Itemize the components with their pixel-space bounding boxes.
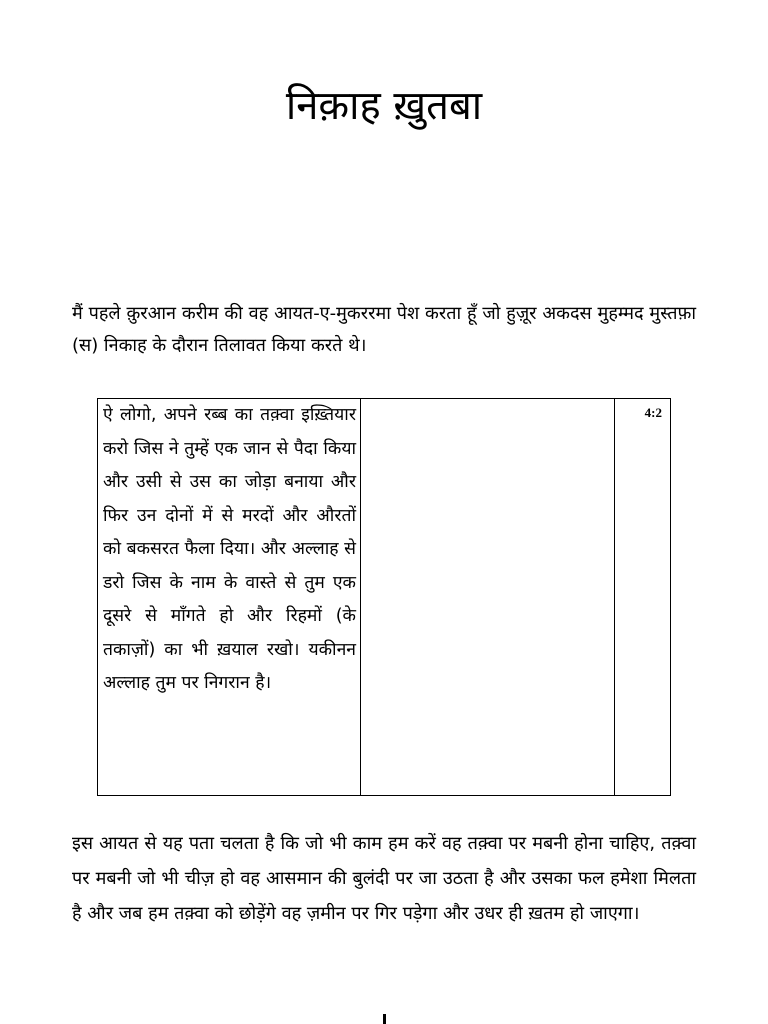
page-mark bbox=[383, 1014, 386, 1024]
verse-table bbox=[97, 398, 671, 796]
hindi-translation-cell bbox=[98, 399, 361, 796]
verse-row bbox=[98, 399, 671, 796]
page-title: निक़ाह ख़ुतबा bbox=[285, 83, 483, 129]
hindi-translation: ऐ लोगो, अपने रब्ब का तक़्वा इख़्तियार करो जिस ने तुम्हें एक जान से पैदा किया और उसी से उस का जोड़ा बनाया और फिर उन दोनों में से मरदों और औरतों को बकसरत फैला दिया। और अल्लाह से डरो जिस के नाम के वास्ते से तुम एक दूसरे से माँगते हो और रिहमों (के तकाज़ों) का भी ख़याल रखो। यकीनन अल्लाह तुम पर निगरान है। bbox=[103, 405, 356, 693]
arabic-text-cell bbox=[361, 399, 615, 796]
reference-cell bbox=[615, 399, 671, 796]
conclusion-paragraph: इस आयत से यह पता चलता है कि जो भी काम हम करें वह तक़्वा पर मबनी होना चाहिए, तक़्वा पर मबनी जो भी चीज़ हो वह आसमान की बुलंदी पर जा उठता है और उसका फल हमेशा मिलता है और जब हम तक़्वा को छोड़ेंगे वह ज़मीन पर गिर पड़ेगा और उधर ही ख़तम हो जाएगा। bbox=[72, 833, 696, 924]
intro-paragraph: मैं पहले क़ुरआन करीम की वह आयत-ए-मुकररमा पेश करता हूँ जो हुज़ूर अकदस मुहम्मद मुस्तफ़ा (स) निकाह के दौरान तिलावत किया करते थे। bbox=[72, 303, 696, 356]
verse-reference: 4:2 bbox=[644, 405, 662, 420]
